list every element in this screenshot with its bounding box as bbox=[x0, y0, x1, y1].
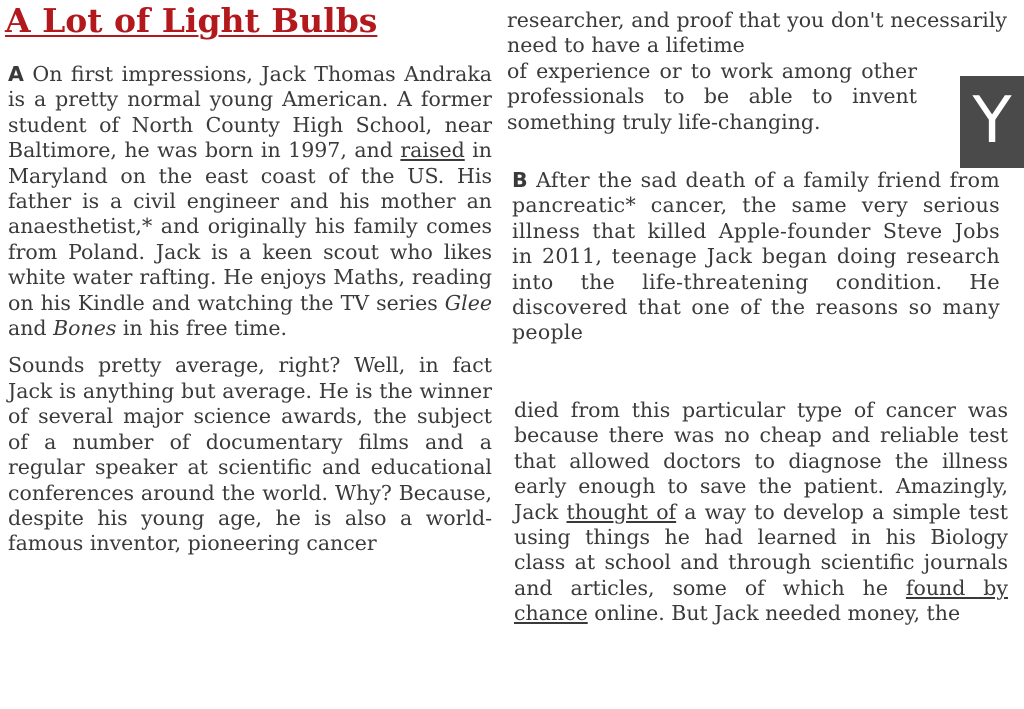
column-right-middle bbox=[512, 168, 1000, 346]
italic-title-bones: Bones bbox=[53, 316, 117, 341]
para1-part-5: and bbox=[8, 316, 54, 341]
article-title: A Lot of Light Bulbs bbox=[5, 1, 378, 40]
drop-cap-box bbox=[960, 76, 1024, 168]
para1-part-3: in Maryland on the east coast of the US. His father is a civil engineer and his mother an anaesthetist,* and originally his family comes from Poland. Jack is a keen scout who likes white water rafting. He enjoys Maths, reading on his Kindle and watching the TV series bbox=[8, 138, 492, 315]
paragraph-b-2 bbox=[514, 398, 1008, 627]
column-left bbox=[8, 62, 492, 557]
section-b-text-top: After the sad death of a family friend from pancreatic* cancer, the same very serious illness that killed Apple-founder Steve Jobs in 2011, teenage Jack began doing research into the life-threatening condition. He discovered that one of the reasons so many people bbox=[512, 168, 1000, 345]
para1-part-1: On first impressions, Jack Thomas Andraka is a pretty normal young American. A former student of North County High School, near Baltimore, he was born in 1997, and bbox=[8, 62, 492, 163]
underlined-phrase-thought-of: thought of bbox=[566, 499, 677, 524]
para2-continued-narrow: of experience or to work among other professionals to be able to invent something truly life-changing. bbox=[507, 58, 917, 134]
paragraph-a-1 bbox=[8, 62, 492, 341]
section-marker-a: A bbox=[8, 62, 24, 86]
para2-continued-top: researcher, and proof that you don't necessarily need to have a lifetime bbox=[507, 8, 1007, 58]
b-part-1: died from this particular type of cancer was because there was no cheap and reliable test that allowed doctors to diagnose the illness early enough to save the patient. Amazingly, Jack bbox=[514, 398, 1008, 524]
paragraph-a-2-continued bbox=[507, 8, 1007, 135]
para1-part-7: in his free time. bbox=[116, 316, 287, 341]
italic-title-glee: Glee bbox=[444, 290, 492, 315]
drop-cap-y-icon bbox=[960, 76, 1024, 168]
underlined-phrase-found-by-chance: found by chance bbox=[514, 575, 1008, 626]
underlined-word-raised: raised bbox=[400, 138, 465, 163]
drop-cap-letter: Y bbox=[972, 84, 1012, 158]
column-right-bottom bbox=[514, 398, 1008, 627]
column-right-top bbox=[507, 8, 1007, 135]
b-part-5: online. But Jack needed money, the bbox=[587, 601, 961, 626]
paragraph-b-1 bbox=[512, 168, 1000, 346]
section-marker-b: B bbox=[512, 168, 528, 192]
b-part-3: a way to develop a simple test using things he had learned in his Biology class at school and through scientific journals and articles, some of which he bbox=[514, 499, 1008, 600]
paragraph-a-2: Sounds pretty average, right? Well, in fact Jack is anything but average. He is the winner of several major science awards, the subject of a number of documentary films and a regular speaker at scientific and educational conferences around the world. Why? Because, despite his young age, he is also a world-famous inventor, pioneering cancer bbox=[8, 353, 492, 556]
